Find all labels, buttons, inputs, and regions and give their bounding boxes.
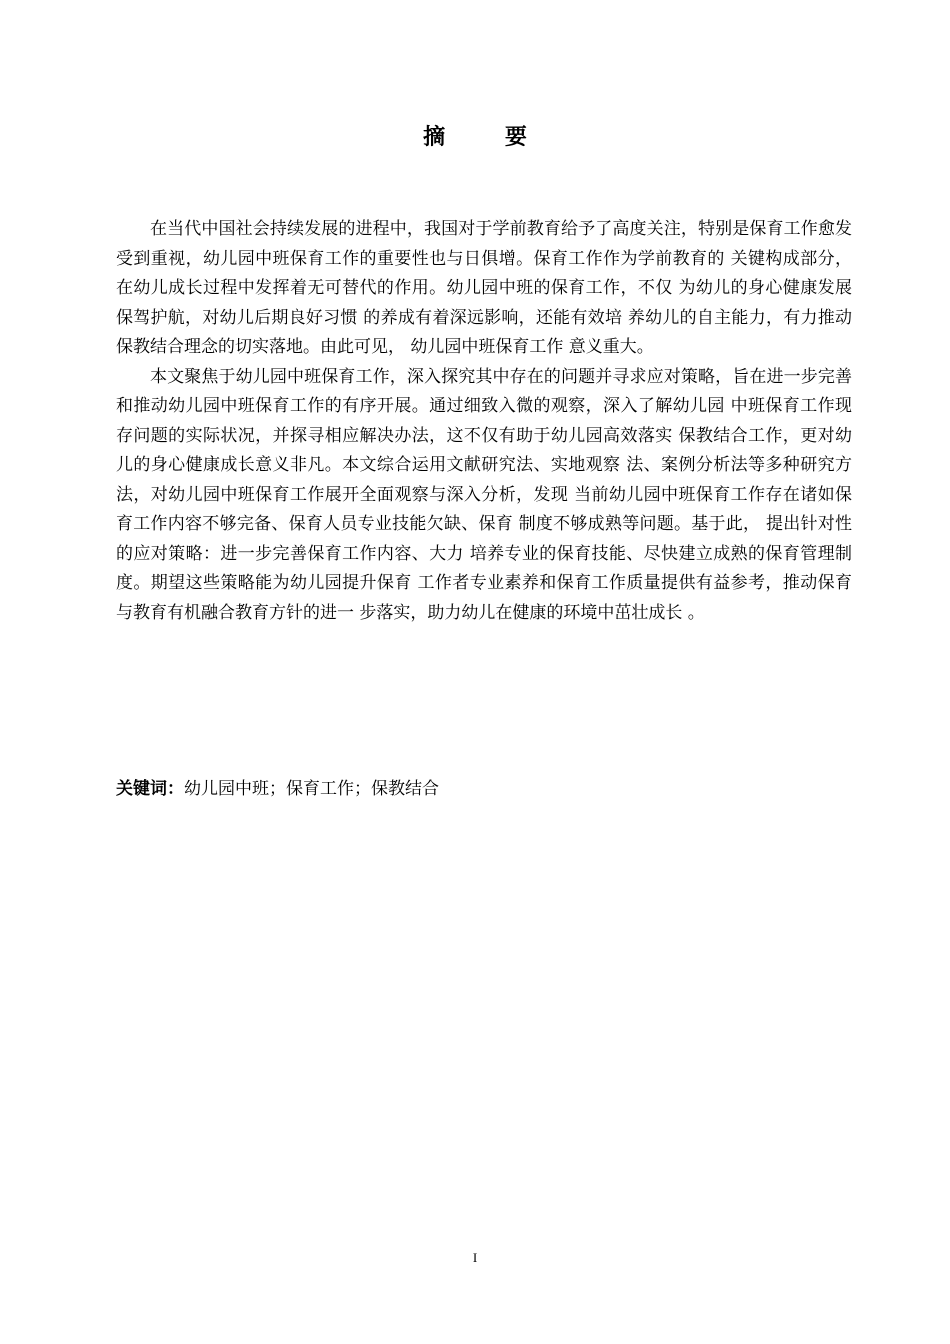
keywords-label: 关键词：	[116, 779, 184, 799]
abstract-body	[116, 215, 852, 628]
page-number: I	[472, 1250, 478, 1265]
abstract-title: 摘 要	[423, 125, 553, 150]
abstract-paragraph-1: 在当代中国社会持续发展的进程中，我国对于学前教育给予了高度关注，特别是保育工作愈发受到重视，幼儿园中班保育工作的重要性也与日俱增。保育工作作为学前教育的 关键构成部分，在幼儿成长过程中发挥着无可替代的作用。幼儿园中班的保育工作，不仅 为幼儿的身心健康发展保驾护航，对幼儿后期良好习惯 的养成有着深远影响，还能有效培 养幼儿的自主能力，有力推动保教结合理念的切实落地。由此可见， 幼儿园中班保育工作 意义重大。	[116, 219, 852, 357]
abstract-paragraph-2: 本文聚焦于幼儿园中班保育工作，深入探究其中存在的问题并寻求应对策略，旨在进一步完善和推动幼儿园中班保育工作的有序开展。通过细致入微的观察，深入了解幼儿园 中班保育工作现存问题的实际状况，并探寻相应解决办法，这不仅有助于幼儿园高效落实 保教结合工作，更对幼儿的身心健康成长意义非凡。本文综合运用文献研究法、实地观察 法、案例分析法等多种研究方法，对幼儿园中班保育工作展开全面观察与深入分析，发现 当前幼儿园中班保育工作存在诸如保育工作内容不够完备、保育人员专业技能欠缺、保育 制度不够成熟等问题。基于此， 提出针对性的应对策略：进一步完善保育工作内容、大力 培养专业的保育技能、尽快建立成熟的保育管理制度。期望这些策略能为幼儿园提升保育 工作者专业素养和保育工作质量提供有益参考，推动保育与教育有机融合教育方针的进一 步落实，助力幼儿在健康的环境中茁壮成长 。	[116, 366, 852, 623]
keywords-text: 幼儿园中班；保育工作；保教结合	[184, 779, 439, 799]
keywords-line	[116, 775, 852, 804]
